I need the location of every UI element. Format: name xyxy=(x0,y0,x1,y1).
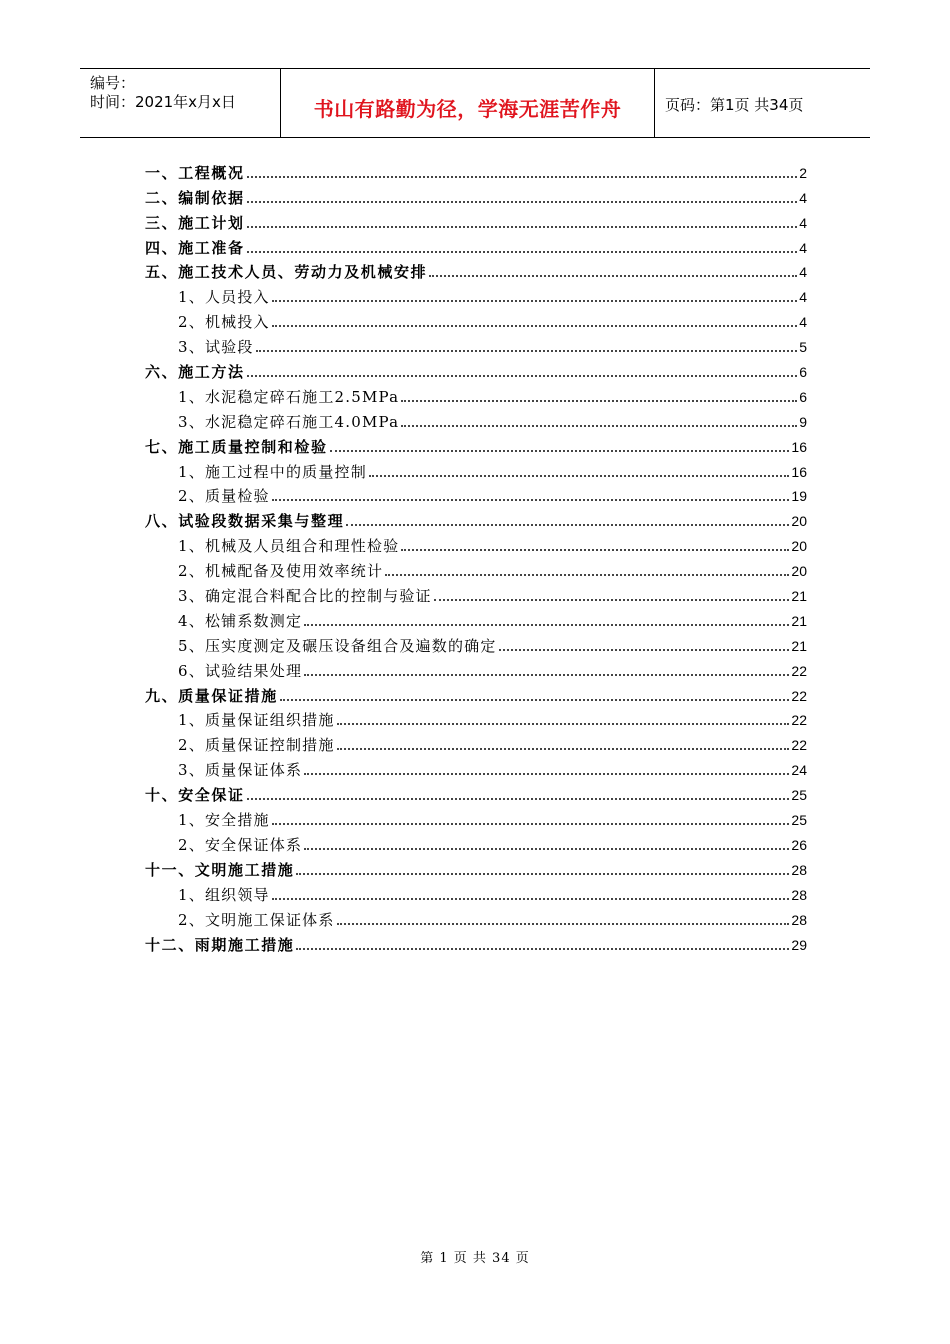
toc-dot-leader xyxy=(247,176,798,178)
toc-chapter-entry[interactable] xyxy=(145,780,807,805)
toc-entry-title: 五、施工技术人员、劳动力及机械安排 xyxy=(145,263,428,282)
toc-entry-page-number: 20 xyxy=(791,538,807,555)
toc-entry-page-number: 4 xyxy=(799,314,807,331)
toc-dot-leader xyxy=(434,599,790,601)
document-code-label: 编号： xyxy=(90,74,136,92)
toc-dot-leader xyxy=(369,475,789,477)
toc-dot-leader xyxy=(272,823,790,825)
toc-dot-leader xyxy=(247,251,798,253)
toc-section-entry[interactable] xyxy=(145,656,807,681)
toc-dot-leader xyxy=(272,325,797,327)
header-motto: 书山有路勤为径，学海无涯苦作舟 xyxy=(313,97,622,121)
toc-chapter-entry[interactable] xyxy=(145,930,807,955)
toc-entry-title: 1、组织领导 xyxy=(178,885,270,904)
toc-dot-leader xyxy=(401,425,797,427)
toc-entry-title: 1、机械及人员组合和理性检验 xyxy=(178,537,400,556)
toc-dot-leader xyxy=(272,499,790,501)
page-footer: 第 1 页 共 34 页 xyxy=(420,1251,530,1266)
toc-dot-leader xyxy=(304,624,789,626)
toc-chapter-entry[interactable] xyxy=(145,432,807,457)
toc-dot-leader xyxy=(304,773,789,775)
toc-dot-leader xyxy=(272,300,797,302)
toc-entry-page-number: 21 xyxy=(791,588,807,605)
toc-entry-title: 3、确定混合料配合比的控制与验证 xyxy=(178,587,432,606)
header-page-info: 页码：第1页 共34页 xyxy=(665,96,804,114)
toc-entry-page-number: 20 xyxy=(791,563,807,580)
document-date: 时间：2021年x月x日 xyxy=(90,93,236,111)
toc-dot-leader xyxy=(337,748,790,750)
toc-entry-page-number: 16 xyxy=(791,438,807,455)
toc-entry-page-number: 28 xyxy=(791,886,807,903)
toc-section-entry[interactable] xyxy=(145,631,807,656)
toc-entry-title: 2、安全保证体系 xyxy=(178,835,303,854)
toc-entry-title: 七、施工质量控制和检验 xyxy=(145,437,328,456)
toc-entry-page-number: 4 xyxy=(799,289,807,306)
toc-entry-page-number: 2 xyxy=(799,164,807,181)
toc-entry-page-number: 4 xyxy=(799,264,807,281)
toc-section-entry[interactable] xyxy=(145,382,807,407)
toc-section-entry[interactable] xyxy=(145,581,807,606)
toc-dot-leader xyxy=(296,948,789,950)
toc-dot-leader xyxy=(272,898,790,900)
toc-section-entry[interactable] xyxy=(145,457,807,482)
toc-entry-title: 1、施工过程中的质量控制 xyxy=(178,462,367,481)
toc-dot-leader xyxy=(401,400,797,402)
toc-dot-leader xyxy=(385,574,789,576)
toc-entry-page-number: 4 xyxy=(799,239,807,256)
toc-entry-page-number: 4 xyxy=(799,214,807,231)
toc-entry-page-number: 21 xyxy=(791,637,807,654)
toc-dot-leader xyxy=(256,350,798,352)
toc-entry-page-number: 4 xyxy=(799,189,807,206)
toc-dot-leader xyxy=(429,275,797,277)
header-page-cell xyxy=(655,69,870,137)
toc-dot-leader xyxy=(337,923,790,925)
toc-entry-title: 十一、文明施工措施 xyxy=(145,860,295,879)
toc-entry-title: 一、工程概况 xyxy=(145,163,245,182)
toc-entry-page-number: 22 xyxy=(791,662,807,679)
toc-entry-page-number: 21 xyxy=(791,612,807,629)
toc-section-entry[interactable] xyxy=(145,407,807,432)
toc-chapter-entry[interactable] xyxy=(145,208,807,233)
toc-entry-title: 1、人员投入 xyxy=(178,288,270,307)
toc-entry-page-number: 6 xyxy=(799,388,807,405)
toc-entry-title: 八、试验段数据采集与整理 xyxy=(145,512,345,531)
toc-section-entry[interactable] xyxy=(145,730,807,755)
toc-dot-leader xyxy=(247,201,798,203)
toc-dot-leader xyxy=(304,674,789,676)
toc-dot-leader xyxy=(296,873,789,875)
toc-entry-page-number: 19 xyxy=(791,488,807,505)
toc-entry-title: 十二、雨期施工措施 xyxy=(145,935,295,954)
toc-entry-title: 3、试验段 xyxy=(178,338,254,357)
toc-entry-title: 2、文明施工保证体系 xyxy=(178,910,335,929)
toc-entry-page-number: 5 xyxy=(799,339,807,356)
toc-entry-title: 2、质量保证控制措施 xyxy=(178,736,335,755)
toc-entry-page-number: 22 xyxy=(791,687,807,704)
toc-dot-leader xyxy=(330,450,790,452)
toc-entry-title: 六、施工方法 xyxy=(145,363,245,382)
toc-section-entry[interactable] xyxy=(145,830,807,855)
toc-entry-page-number: 24 xyxy=(791,762,807,779)
toc-entry-title: 3、质量保证体系 xyxy=(178,761,303,780)
toc-entry-page-number: 28 xyxy=(791,861,807,878)
toc-dot-leader xyxy=(280,699,790,701)
toc-entry-title: 6、试验结果处理 xyxy=(178,661,303,680)
toc-entry-title: 1、水泥稳定碎石施工2.5MPa xyxy=(178,387,400,406)
toc-dot-leader xyxy=(499,649,790,651)
toc-section-entry[interactable] xyxy=(145,880,807,905)
toc-section-entry[interactable] xyxy=(145,606,807,631)
header-meta-cell xyxy=(80,69,280,137)
toc-chapter-entry[interactable] xyxy=(145,357,807,382)
header-motto-cell xyxy=(280,69,655,137)
toc-chapter-entry[interactable] xyxy=(145,233,807,258)
toc-section-entry[interactable] xyxy=(145,556,807,581)
toc-chapter-entry[interactable] xyxy=(145,158,807,183)
toc-entry-page-number: 22 xyxy=(791,712,807,729)
toc-section-entry[interactable] xyxy=(145,805,807,830)
toc-entry-title: 十、安全保证 xyxy=(145,786,245,805)
toc-section-entry[interactable] xyxy=(145,307,807,332)
toc-entry-page-number: 25 xyxy=(791,787,807,804)
toc-entry-page-number: 22 xyxy=(791,737,807,754)
toc-entry-title: 2、机械投入 xyxy=(178,313,270,332)
toc-entry-title: 4、松铺系数测定 xyxy=(178,611,303,630)
toc-entry-page-number: 26 xyxy=(791,836,807,853)
document-header xyxy=(80,68,870,138)
toc-dot-leader xyxy=(247,798,790,800)
toc-dot-leader xyxy=(401,549,789,551)
table-of-contents xyxy=(145,158,807,955)
toc-entry-page-number: 29 xyxy=(791,936,807,953)
toc-entry-title: 二、编制依据 xyxy=(145,188,245,207)
toc-section-entry[interactable] xyxy=(145,282,807,307)
toc-entry-title: 5、压实度测定及碾压设备组合及遍数的确定 xyxy=(178,636,497,655)
toc-chapter-entry[interactable] xyxy=(145,183,807,208)
toc-entry-title: 三、施工计划 xyxy=(145,213,245,232)
toc-entry-title: 四、施工准备 xyxy=(145,238,245,257)
toc-dot-leader xyxy=(304,848,789,850)
toc-entry-title: 2、质量检验 xyxy=(178,487,270,506)
toc-section-entry[interactable] xyxy=(145,332,807,357)
toc-chapter-entry[interactable] xyxy=(145,506,807,531)
toc-dot-leader xyxy=(346,524,789,526)
toc-dot-leader xyxy=(337,723,790,725)
toc-section-entry[interactable] xyxy=(145,755,807,780)
toc-entry-title: 1、安全措施 xyxy=(178,811,270,830)
toc-entry-page-number: 6 xyxy=(799,364,807,381)
toc-entry-page-number: 20 xyxy=(791,513,807,530)
toc-section-entry[interactable] xyxy=(145,531,807,556)
toc-entry-page-number: 9 xyxy=(799,413,807,430)
toc-entry-title: 九、质量保证措施 xyxy=(145,686,278,705)
toc-entry-title: 2、机械配备及使用效率统计 xyxy=(178,562,384,581)
toc-dot-leader xyxy=(247,226,798,228)
toc-section-entry[interactable] xyxy=(145,706,807,731)
toc-chapter-entry[interactable] xyxy=(145,258,807,283)
toc-entry-page-number: 28 xyxy=(791,911,807,928)
toc-dot-leader xyxy=(247,375,798,377)
toc-chapter-entry[interactable] xyxy=(145,681,807,706)
toc-entry-title: 3、水泥稳定碎石施工4.0MPa xyxy=(178,412,400,431)
toc-section-entry[interactable] xyxy=(145,482,807,507)
toc-entry-page-number: 16 xyxy=(791,463,807,480)
toc-section-entry[interactable] xyxy=(145,905,807,930)
toc-entry-page-number: 25 xyxy=(791,812,807,829)
toc-chapter-entry[interactable] xyxy=(145,855,807,880)
toc-entry-title: 1、质量保证组织措施 xyxy=(178,711,335,730)
